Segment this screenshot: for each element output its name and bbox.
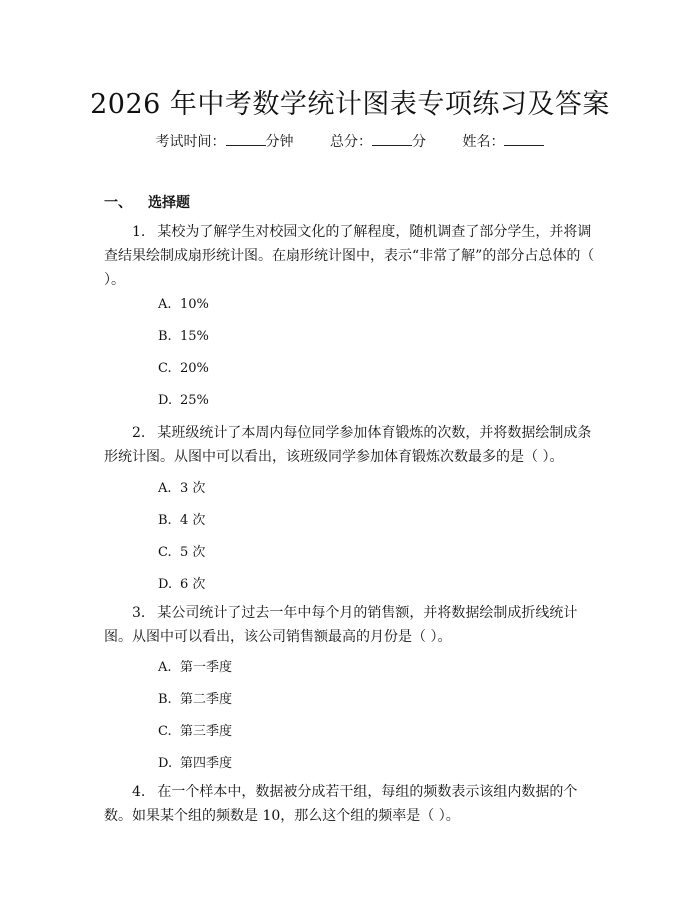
option-letter: C. xyxy=(158,361,172,376)
question-text: 在一个样本中，数据被分成若干组，每组的频数表示该组内数据的个数。如果某个组的频数是 10，那么这个组的频率是（ ）。 xyxy=(104,784,578,824)
student-name-field xyxy=(462,131,544,151)
exam-info-line xyxy=(0,131,700,151)
student-name-label: 姓名： xyxy=(462,134,505,150)
page-title: 2026 年中考数学统计图表专项练习及答案 xyxy=(90,89,610,120)
question-1-option-c xyxy=(158,361,209,376)
section-heading xyxy=(104,192,190,212)
question-4 xyxy=(104,780,600,828)
total-score-blank xyxy=(372,133,412,146)
option-letter: A. xyxy=(158,481,172,496)
option-letter: B. xyxy=(158,692,172,707)
option-letter: A. xyxy=(158,660,172,675)
question-number: 3. xyxy=(132,605,146,621)
exam-time-blank xyxy=(226,133,266,146)
question-3-option-a xyxy=(158,656,232,675)
option-letter: C. xyxy=(158,545,172,560)
option-text: 15% xyxy=(180,329,209,344)
option-letter: B. xyxy=(158,513,172,528)
section-title: 选择题 xyxy=(148,195,190,211)
question-text: 某公司统计了过去一年中每个月的销售额，并将数据绘制成折线统计图。从图中可以看出，该公司销售额最高的月份是（ ）。 xyxy=(104,605,578,645)
question-3-option-d xyxy=(158,752,232,771)
option-text: 25% xyxy=(180,393,209,408)
option-text: 20% xyxy=(180,361,209,376)
question-1 xyxy=(104,220,600,292)
option-text: 3 次 xyxy=(180,481,206,496)
question-2-option-a xyxy=(158,477,205,496)
option-letter: A. xyxy=(158,297,172,312)
question-text: 某校为了解学生对校园文化的了解程度，随机调查了部分学生，并将调查结果绘制成扇形统计图。在扇形统计图中，表示“非常了解”的部分占总体的（ ）。 xyxy=(104,224,595,288)
exam-time-unit: 分钟 xyxy=(265,134,294,150)
option-text: 5 次 xyxy=(180,545,206,560)
option-letter: D. xyxy=(158,577,173,592)
question-3 xyxy=(104,601,600,649)
question-number: 1. xyxy=(132,224,146,240)
exam-time-label: 考试时间： xyxy=(155,134,226,150)
exam-time-field xyxy=(156,131,294,151)
question-2 xyxy=(104,421,600,469)
question-1-option-b xyxy=(158,329,209,344)
option-text: 10% xyxy=(180,297,209,312)
question-3-option-b xyxy=(158,688,232,707)
question-2-option-c xyxy=(158,541,205,560)
option-letter: D. xyxy=(158,756,173,771)
option-letter: B. xyxy=(158,329,172,344)
question-1-option-d xyxy=(158,393,209,408)
option-text: 6 次 xyxy=(180,577,206,592)
option-text: 第四季度 xyxy=(180,756,233,771)
option-letter: D. xyxy=(158,393,173,408)
question-1-option-a xyxy=(158,297,209,312)
question-2-option-d xyxy=(158,573,205,592)
question-text: 某班级统计了本周内每位同学参加体育锻炼的次数，并将数据绘制成条形统计图。从图中可以看出，该班级同学参加体育锻炼次数最多的是（ ）。 xyxy=(104,425,592,465)
section-number: 一、 xyxy=(104,195,132,211)
total-score-unit: 分 xyxy=(412,134,426,150)
total-score-label: 总分： xyxy=(330,134,372,150)
option-text: 第一季度 xyxy=(180,660,233,675)
student-name-blank xyxy=(504,133,544,146)
option-letter: C. xyxy=(158,724,172,739)
total-score-field xyxy=(330,131,426,151)
option-text: 4 次 xyxy=(180,513,206,528)
question-number: 4. xyxy=(132,784,146,800)
option-text: 第二季度 xyxy=(180,692,233,707)
option-text: 第三季度 xyxy=(180,724,233,739)
question-3-option-c xyxy=(158,720,232,739)
question-2-option-b xyxy=(158,509,205,528)
question-number: 2. xyxy=(132,425,146,441)
